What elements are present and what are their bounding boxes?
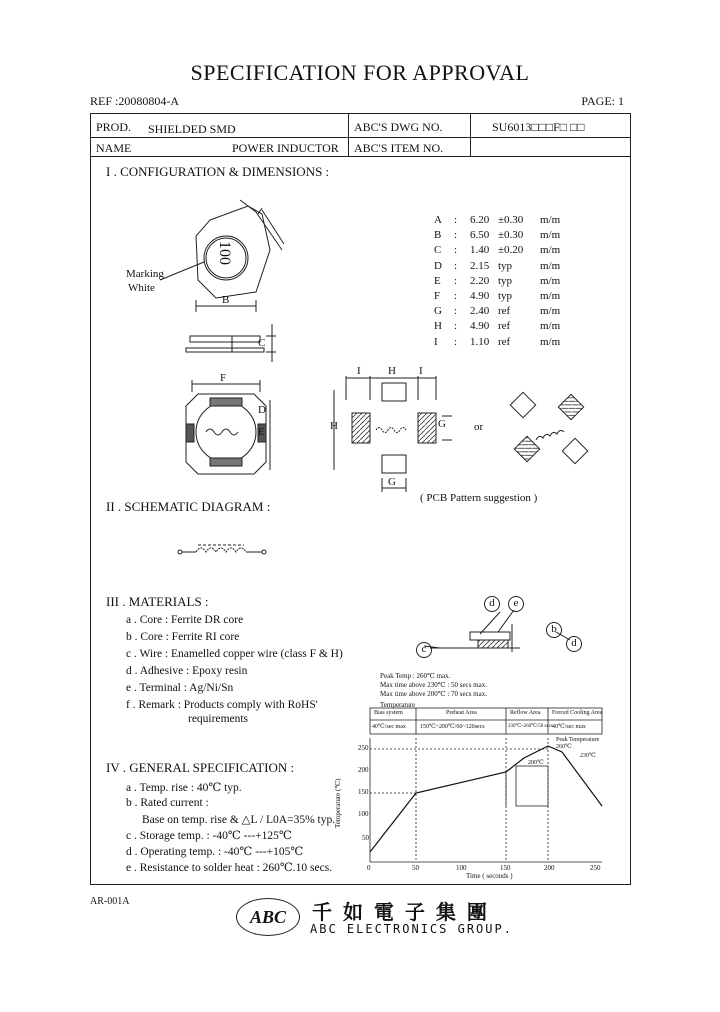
material-d: d . Adhesive : Epoxy resin — [126, 665, 248, 677]
dimension-unit: m/m — [540, 290, 561, 302]
reflow-label-230: 230℃ — [580, 753, 596, 759]
company-name-english: ABC ELECTRONICS GROUP. — [310, 922, 513, 936]
dimension-separator: : — [454, 214, 458, 226]
dim-label-f: F — [220, 372, 227, 384]
dimension-key: B — [434, 229, 442, 242]
reflow-peak-value: 260℃ — [556, 744, 572, 750]
dimension-value: 1.40 — [470, 244, 490, 257]
dim-label-e: E — [258, 426, 265, 438]
reflow-ytick-50: 50 — [362, 834, 369, 842]
reflow-xlabel: Time ( seconds ) — [466, 872, 513, 880]
dimension-tolerance: ref — [498, 335, 511, 348]
reflow-xtick-150: 150 — [500, 864, 511, 872]
material-a: a . Core : Ferrite DR core — [126, 614, 244, 626]
material-f-cont: requirements — [188, 713, 249, 725]
spec-a: a . Temp. rise : 40℃ typ. — [126, 782, 242, 794]
dim-label-d: D — [258, 404, 266, 416]
spec-b-detail: Base on temp. rise & △L / L0A=35% typ. — [142, 814, 336, 826]
reflow-note-3: Max time above 200℃ : 70 secs max. — [380, 690, 487, 698]
dimension-key: C — [434, 244, 442, 257]
dimension-value: 2.15 — [470, 259, 490, 272]
material-f: f . Remark : Products comply with RoHS' — [126, 699, 318, 711]
dimension-value: 4.90 — [470, 290, 490, 302]
spec-d: d . Operating temp. : -40℃ ---+105℃ — [126, 846, 304, 858]
reflow-ylabel: Temperature (℃) — [334, 778, 342, 828]
reflow-ytick-150: 150 — [358, 788, 369, 796]
reflow-xtick-200: 200 — [544, 864, 555, 872]
dimension-separator: : — [454, 274, 458, 287]
prod-label: PROD. — [96, 120, 132, 134]
dimension-separator: : — [454, 320, 458, 333]
dimension-tolerance: ±0.20 — [498, 244, 524, 257]
marking-label: Marking — [126, 268, 164, 280]
spec-e: e . Resistance to solder heat : 260℃.10 secs. — [126, 862, 333, 874]
reflow-ytick-200: 200 — [358, 766, 369, 774]
reflow-row-value-2: 150℃~200℃/60~120secs — [420, 724, 485, 730]
form-code: AR-001A — [90, 896, 130, 907]
dimension-value: 2.40 — [470, 305, 490, 318]
reflow-row-value-3: 230℃~260℃/50 secs — [508, 724, 553, 729]
dwg-label: ABC'S DWG NO. — [354, 120, 443, 134]
pcb-label-i-left: I — [357, 365, 361, 377]
dim-label-b: B — [222, 294, 230, 306]
dimension-unit: m/m — [540, 274, 561, 287]
dimension-separator: : — [454, 259, 458, 272]
dimension-tolerance: ref — [498, 305, 511, 318]
page-number: PAGE: 1 — [581, 94, 624, 108]
reflow-ytick-250: 250 — [358, 744, 369, 752]
dimension-tolerance: typ — [498, 259, 513, 272]
material-b: b . Core : Ferrite RI core — [126, 631, 240, 643]
section1-heading: I . CONFIGURATION & DIMENSIONS : — [106, 164, 330, 179]
dimension-tolerance: typ — [498, 274, 513, 287]
dimension-value: 6.50 — [470, 229, 490, 242]
dimension-key: I — [434, 335, 438, 348]
pcb-label-i-right: I — [419, 365, 423, 377]
reflow-xtick-250: 250 — [590, 864, 601, 872]
pcb-label-g-right: G — [438, 418, 446, 430]
section4-heading: IV . GENERAL SPECIFICATION : — [106, 760, 295, 775]
name-label: NAME — [96, 141, 132, 155]
reflow-note-1: Peak Temp : 260℃ max. — [380, 672, 451, 680]
reflow-row-label-3: Reflow Area — [510, 710, 541, 716]
dimension-unit: m/m — [540, 320, 561, 333]
reflow-row-label-4: Forced Cooling Area — [552, 710, 603, 716]
dimension-key: D — [434, 259, 442, 272]
page-title: SPECIFICATION FOR APPROVAL — [190, 60, 530, 85]
dimension-separator: : — [454, 229, 458, 242]
reflow-xtick-0: 0 — [367, 864, 371, 872]
dimension-value: 4.90 — [470, 320, 490, 333]
section2-heading: II . SCHEMATIC DIAGRAM : — [106, 499, 271, 514]
dim-label-c: C — [258, 337, 266, 349]
dimension-separator: : — [454, 335, 458, 348]
dimension-key: E — [434, 274, 441, 287]
company-name-chinese: 千 如 電 子 集 團 — [312, 900, 489, 924]
company-logo: ABC — [236, 898, 300, 936]
dimension-tolerance: typ — [498, 290, 513, 302]
dimension-separator: : — [454, 290, 458, 302]
dimension-tolerance: ±0.30 — [498, 229, 524, 242]
section3-heading: III . MATERIALS : — [106, 594, 209, 609]
marking-color: White — [128, 282, 155, 294]
pcb-note: ( PCB Pattern suggestion ) — [420, 492, 538, 504]
dimension-key: F — [434, 290, 441, 302]
reflow-temp-profile: Temperature — [380, 701, 416, 709]
reference-number: REF :20080804-A — [90, 94, 180, 108]
dimension-value: 6.20 — [470, 214, 490, 226]
pcb-label-g-bottom: G — [388, 476, 396, 488]
dimension-tolerance: ±0.30 — [498, 214, 524, 226]
spec-c: c . Storage temp. : -40℃ ---+125℃ — [126, 830, 292, 842]
dimension-unit: m/m — [540, 259, 561, 272]
pcb-label-h: H — [388, 365, 396, 377]
prod-value: SHIELDED SMD — [148, 122, 236, 136]
callout-d2: d — [566, 636, 582, 652]
reflow-row-label-1: Bias system — [374, 710, 403, 716]
reflow-peak-label: Peak Temperature — [556, 737, 600, 743]
reflow-xtick-50: 50 — [412, 864, 419, 872]
dwg-value: SU6013□□□F□ □□ — [492, 120, 585, 134]
callout-b: b — [546, 622, 562, 638]
dimension-unit: m/m — [540, 305, 561, 318]
dimension-key: G — [434, 305, 442, 318]
dimension-value: 1.10 — [470, 335, 490, 348]
material-c: c . Wire : Enamelled copper wire (class F & H) — [126, 648, 343, 660]
name-value: POWER INDUCTOR — [232, 141, 339, 155]
dimension-separator: : — [454, 244, 458, 257]
reflow-xtick-100: 100 — [456, 864, 467, 872]
reflow-row-label-2: Preheat Area — [446, 710, 477, 716]
callout-c: c — [416, 642, 432, 658]
dimension-unit: m/m — [540, 229, 561, 242]
dimension-value: 2.20 — [470, 274, 490, 287]
spec-b: b . Rated current : — [126, 797, 209, 809]
dimension-unit: m/m — [540, 214, 561, 226]
marking-code: 100 — [216, 241, 233, 265]
reflow-row-value-1: 40℃/sec max — [372, 724, 406, 730]
reflow-label-200: 200℃ — [528, 760, 544, 766]
dimension-key: A — [434, 214, 442, 226]
pcb-label-h-vertical: H — [330, 420, 338, 432]
pcb-or: or — [474, 421, 484, 433]
dimension-unit: m/m — [540, 335, 561, 348]
dimension-tolerance: ref — [498, 320, 511, 333]
dimension-separator: : — [454, 305, 458, 318]
material-e: e . Terminal : Ag/Ni/Sn — [126, 682, 234, 694]
dimension-key: H — [434, 320, 442, 333]
reflow-profile-line — [370, 746, 602, 852]
callout-e: e — [508, 596, 524, 612]
reflow-row-value-4: 40℃/sec max — [552, 724, 586, 730]
callout-d: d — [484, 596, 500, 612]
dimension-unit: m/m — [540, 244, 561, 257]
reflow-note-2: Max time above 230℃ : 50 secs max. — [380, 681, 487, 689]
item-label: ABC'S ITEM NO. — [354, 141, 444, 155]
reflow-ytick-100: 100 — [358, 810, 369, 818]
